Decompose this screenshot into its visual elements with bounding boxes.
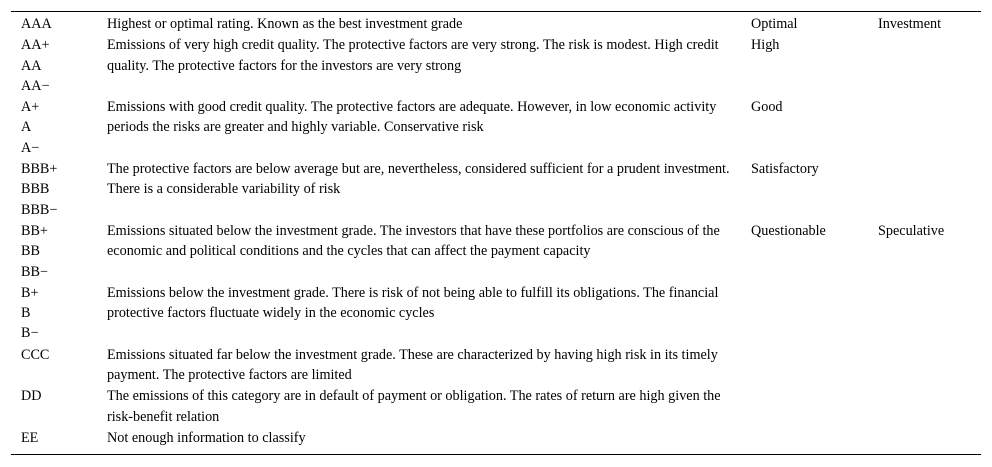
table-row [11,282,981,344]
rating-code: BBB+ [21,161,58,178]
rating-cell [11,427,97,448]
table-row [11,12,981,34]
grade-category-cell [868,96,981,158]
quality-level-cell [741,385,868,427]
description-cell: Emissions with good credit quality. The protective factors are adequate. However, in low economic activity periods the risks are greater and highly variable. Conservative risk [107,99,717,136]
quality-level-cell: Questionable [751,222,826,239]
rating-cell [11,385,97,427]
grade-category-cell [868,282,981,344]
grade-category-cell [868,34,981,96]
rating-cell [11,344,97,386]
description-cell: Not enough information to classify [107,429,306,446]
rating-code: DD [21,388,42,405]
grade-category-cell: Investment [878,16,942,32]
rating-code: A+ [21,99,40,116]
rating-code: A [21,119,32,136]
quality-level-cell: Satisfactory [751,161,819,178]
grade-category-cell [868,385,981,427]
description-cell: Emissions situated below the investment grade. The investors that have these portfolios are conscious of the economic and political conditions and the cycles that can affect the payment capacity [107,222,720,260]
rating-code: BBB [21,181,50,198]
table-row [11,158,981,220]
rating-cell [11,158,97,220]
quality-level-cell: Optimal [751,16,798,32]
rating-code: CCC [21,346,50,363]
description-cell: The emissions of this category are in default of payment or obligation. The rates of return are high given the risk-benefit relation [107,388,721,425]
grade-category-cell [868,427,981,448]
rating-cell [11,96,97,158]
quality-level-cell [741,282,868,344]
rating-code: BB+ [21,222,48,239]
table-row [11,220,981,282]
rating-cell [11,282,97,344]
rating-code: AA− [21,77,50,94]
rating-code: AA+ [21,37,50,54]
grade-category-cell: Speculative [878,222,945,239]
grade-category-cell [868,158,981,220]
quality-level-cell [741,427,868,448]
rating-code: B [21,305,31,322]
table-body [11,12,981,448]
rating-table [11,12,981,448]
rating-cell [11,34,97,96]
table-row [11,344,981,386]
rating-code: EE [21,429,39,446]
grade-category-cell [868,344,981,386]
quality-level-cell [741,344,868,386]
rating-code: BB [21,243,40,260]
rating-code: BBB− [21,201,58,218]
quality-level-cell: Good [751,99,783,116]
description-cell: Emissions below the investment grade. There is risk of not being able to fulfill its obligations. The financial protective factors fluctuate widely in the economic cycles [107,284,719,322]
rating-code: A− [21,139,40,156]
rating-code: B+ [21,284,39,301]
rating-scale-table [11,11,981,455]
rating-cell [11,220,97,282]
rating-code: AA [21,57,42,74]
table-row [11,96,981,158]
quality-level-cell: High [751,37,780,54]
description-cell: Highest or optimal rating. Known as the best investment grade [107,16,463,32]
description-cell: Emissions situated far below the investment grade. These are characterized by having high risk in its timely payment. The protective factors are limited [107,346,718,384]
table-row [11,385,981,427]
rating-cell [11,12,97,34]
description-cell: The protective factors are below average but are, nevertheless, considered sufficient for a prudent investment. There is a considerable variability of risk [107,161,730,198]
rating-code: B− [21,325,39,342]
table-row [11,427,981,448]
description-cell: Emissions of very high credit quality. The protective factors are very strong. The risk is modest. High credit quality. The protective factors for the investors are very strong [107,37,719,74]
table-row [11,34,981,96]
rating-code: AAA [21,16,52,32]
rating-code: BB− [21,263,48,280]
